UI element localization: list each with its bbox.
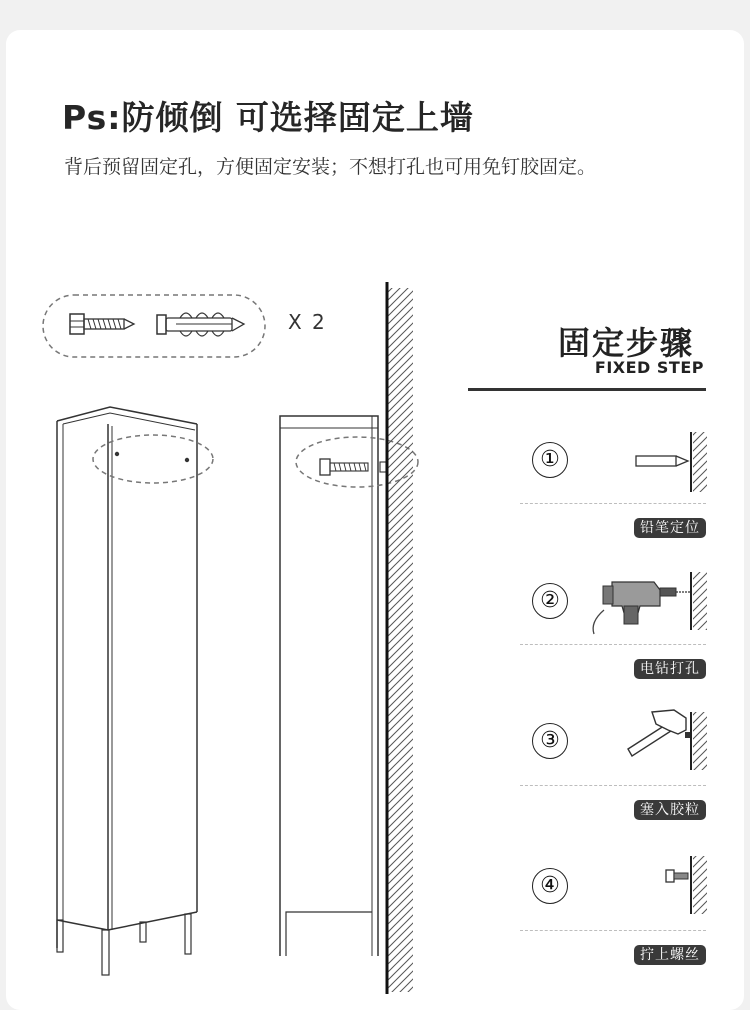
steps-title: 固定步骤	[558, 324, 695, 362]
step-2-divider	[520, 644, 706, 645]
hardware-parts	[43, 295, 265, 357]
step-3-label: 塞入胶粒	[634, 800, 706, 820]
wall-anchor-icon	[157, 313, 244, 336]
step-1-divider	[520, 503, 706, 504]
hammer-icon	[628, 710, 707, 770]
wall	[387, 282, 413, 994]
step-4-divider	[520, 930, 706, 931]
page-subtitle: 背后预留固定孔，方便固定安装；不想打孔也可用免钉胶固定。	[64, 156, 597, 178]
drill-icon	[593, 572, 707, 634]
parts-quantity: X 2	[288, 310, 327, 334]
step-2-number: ②	[532, 583, 568, 619]
screw-icon	[70, 314, 134, 334]
screw-in-wall-icon	[666, 856, 707, 914]
step-4-label: 拧上螺丝	[634, 945, 706, 965]
cabinet-back-view	[57, 407, 213, 975]
step-4-number: ④	[532, 868, 568, 904]
step-3-divider	[520, 785, 706, 786]
steps-subtitle: FIXED STEP	[594, 358, 704, 377]
step-2-label: 电钻打孔	[634, 659, 706, 679]
page-title: Ps:防倾倒 可选择固定上墙	[62, 98, 474, 137]
steps-divider	[468, 388, 706, 391]
step-1-label: 铅笔定位	[634, 518, 706, 538]
step-3-number: ③	[532, 723, 568, 759]
step-1-number: ①	[532, 442, 568, 478]
pencil-icon	[636, 432, 707, 492]
